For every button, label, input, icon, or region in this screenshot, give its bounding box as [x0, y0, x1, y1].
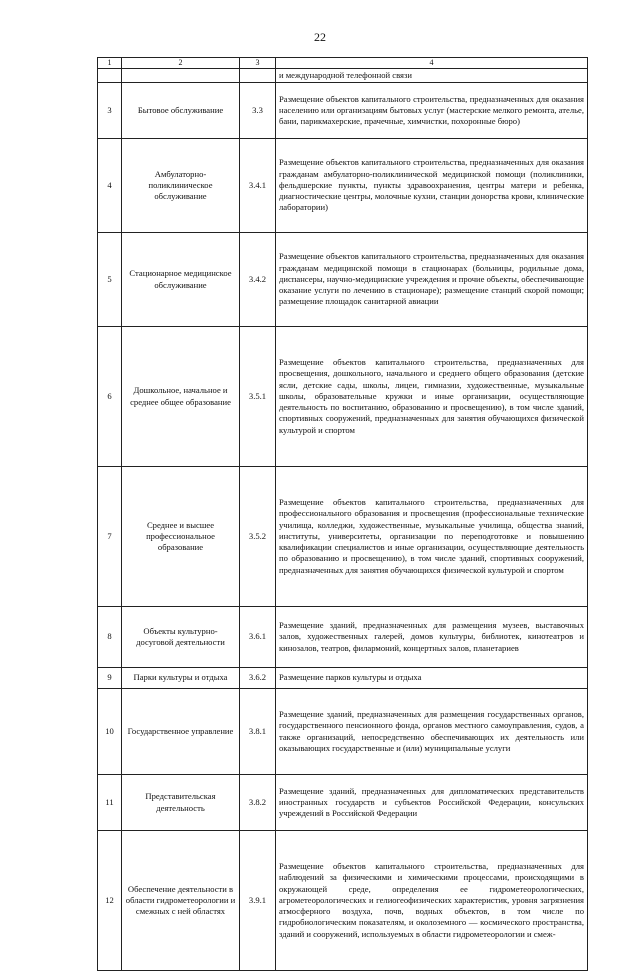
table-row [98, 831, 588, 971]
use-type-code: 3.3 [240, 83, 276, 139]
land-use-table [97, 57, 588, 971]
table-row [98, 233, 588, 327]
use-type-name: Государственное управление [122, 689, 240, 775]
code-cell [240, 69, 276, 83]
use-type-code: 3.5.1 [240, 327, 276, 467]
table-row [98, 607, 588, 668]
page-number: 22 [314, 30, 326, 44]
row-number: 5 [98, 233, 122, 327]
table-row [98, 139, 588, 233]
table-row [98, 668, 588, 689]
use-type-code: 3.6.2 [240, 668, 276, 689]
use-type-description: Размещение зданий, предназначенных для размещения музеев, выставочных залов, художественных галерей, домов культуры, библиотек, кинотеатров и кинозалов, театров, филармоний, концертных залов, планетариев [276, 607, 588, 668]
num-cell [98, 69, 122, 83]
use-type-name: Среднее и высшее профессиональное образование [122, 467, 240, 607]
name-cell [122, 69, 240, 83]
use-type-description: Размещение объектов капитального строительства, предназначенных для просвещения, дошкольного, начального и среднего общего образования (детские ясли, детские сады, школы, лицеи, гимназии, художественные, музыкальные школы, образовательные кружки и иные организации, осуществляющие деятельность по воспитанию, образованию и просвещению), в том числе зданий, спортивных сооружений, предназначенных для занятия обучающихся физической культурой и спортом [276, 327, 588, 467]
table-row [98, 689, 588, 775]
use-type-description: Размещение зданий, предназначенных для размещения государственных органов, государственного пенсионного фонда, органов местного самоуправления, судов, а также организаций, непосредственно обеспечивающих их деятельность или оказывающих государственные и (или) муниципальные услуги [276, 689, 588, 775]
row-number: 10 [98, 689, 122, 775]
continuation-row [98, 69, 588, 83]
row-number: 9 [98, 668, 122, 689]
header-row [98, 58, 588, 69]
use-type-name: Парки культуры и отдыха [122, 668, 240, 689]
use-type-description: Размещение объектов капитального строительства, предназначенных для оказания населению или организациям бытовых услуг (мастерские мелкого ремонта, ателье, бани, парикмахерские, прачечные, химчистки, похоронные бюро) [276, 83, 588, 139]
header-cell: 3 [240, 58, 276, 69]
use-type-code: 3.6.1 [240, 607, 276, 668]
header-cell: 4 [276, 58, 588, 69]
use-type-code: 3.8.1 [240, 689, 276, 775]
use-type-code: 3.5.2 [240, 467, 276, 607]
row-number: 3 [98, 83, 122, 139]
use-type-name: Стационарное медицинское обслуживание [122, 233, 240, 327]
header-cell: 1 [98, 58, 122, 69]
row-number: 6 [98, 327, 122, 467]
table-row [98, 327, 588, 467]
use-type-description: Размещение объектов капитального строительства, предназначенных для наблюдений за физическими и химическими процессами, происходящими в окружающей среде, определения ее гидрометеорологических, агрометеорологических и гелиогеофизических характеристик, уровня загрязнения атмосферного воздуха, почв, водных объектов, в том числе по гидробиологическим показателям, и околоземного — космического пространства, зданий и сооружений, используемых в области гидрометеорологии и смеж- [276, 831, 588, 971]
row-number: 7 [98, 467, 122, 607]
use-type-name: Представительская деятельность [122, 775, 240, 831]
use-type-name: Обеспечение деятельности в области гидрометеорологии и смежных с ней областях [122, 831, 240, 971]
use-type-code: 3.4.1 [240, 139, 276, 233]
table-row [98, 83, 588, 139]
use-type-code: 3.4.2 [240, 233, 276, 327]
use-type-name: Объекты культурно-досуговой деятельности [122, 607, 240, 668]
use-type-code: 3.8.2 [240, 775, 276, 831]
continuation-text: и международной телефонной связи [276, 69, 588, 83]
use-type-name: Дошкольное, начальное и среднее общее образование [122, 327, 240, 467]
use-type-name: Бытовое обслуживание [122, 83, 240, 139]
row-number: 4 [98, 139, 122, 233]
row-number: 12 [98, 831, 122, 971]
use-type-description: Размещение парков культуры и отдыха [276, 668, 588, 689]
table-row [98, 467, 588, 607]
table-row [98, 775, 588, 831]
use-type-description: Размещение объектов капитального строительства, предназначенных для оказания гражданам амбулаторно-поликлинической медицинской помощи (поликлиники, фельдшерские пункты, пункты здравоохранения, центры матери и ребенка, диагностические центры, молочные кухни, станции донорства крови, клинические лаборатории) [276, 139, 588, 233]
use-type-description: Размещение объектов капитального строительства, предназначенных для профессионального образования и просвещения (профессиональные технические училища, колледжи, художественные, музыкальные училища, общества знаний, институты, университеты, организации по переподготовке и повышению квалификации специалистов и иные организации, осуществляющие деятельность по образованию и просвещению), в том числе зданий, спортивных сооружений, предназначенных для занятия обучающихся физической культурой и спортом [276, 467, 588, 607]
header-cell: 2 [122, 58, 240, 69]
use-type-code: 3.9.1 [240, 831, 276, 971]
use-type-description: Размещение объектов капитального строительства, предназначенных для оказания гражданам медицинской помощи в стационарах (больницы, родильные дома, диспансеры, научно-медицинские учреждения и прочие объекты, обеспечивающие оказание услуги по лечению в стационаре); размещение станций скорой помощи; размещение площадок санитарной авиации [276, 233, 588, 327]
use-type-name: Амбулаторно-поликлиническое обслуживание [122, 139, 240, 233]
row-number: 8 [98, 607, 122, 668]
row-number: 11 [98, 775, 122, 831]
use-type-description: Размещение зданий, предназначенных для дипломатических представительств иностранных государств и субъектов Российской Федерации, консульских учреждений в Российской Федерации [276, 775, 588, 831]
